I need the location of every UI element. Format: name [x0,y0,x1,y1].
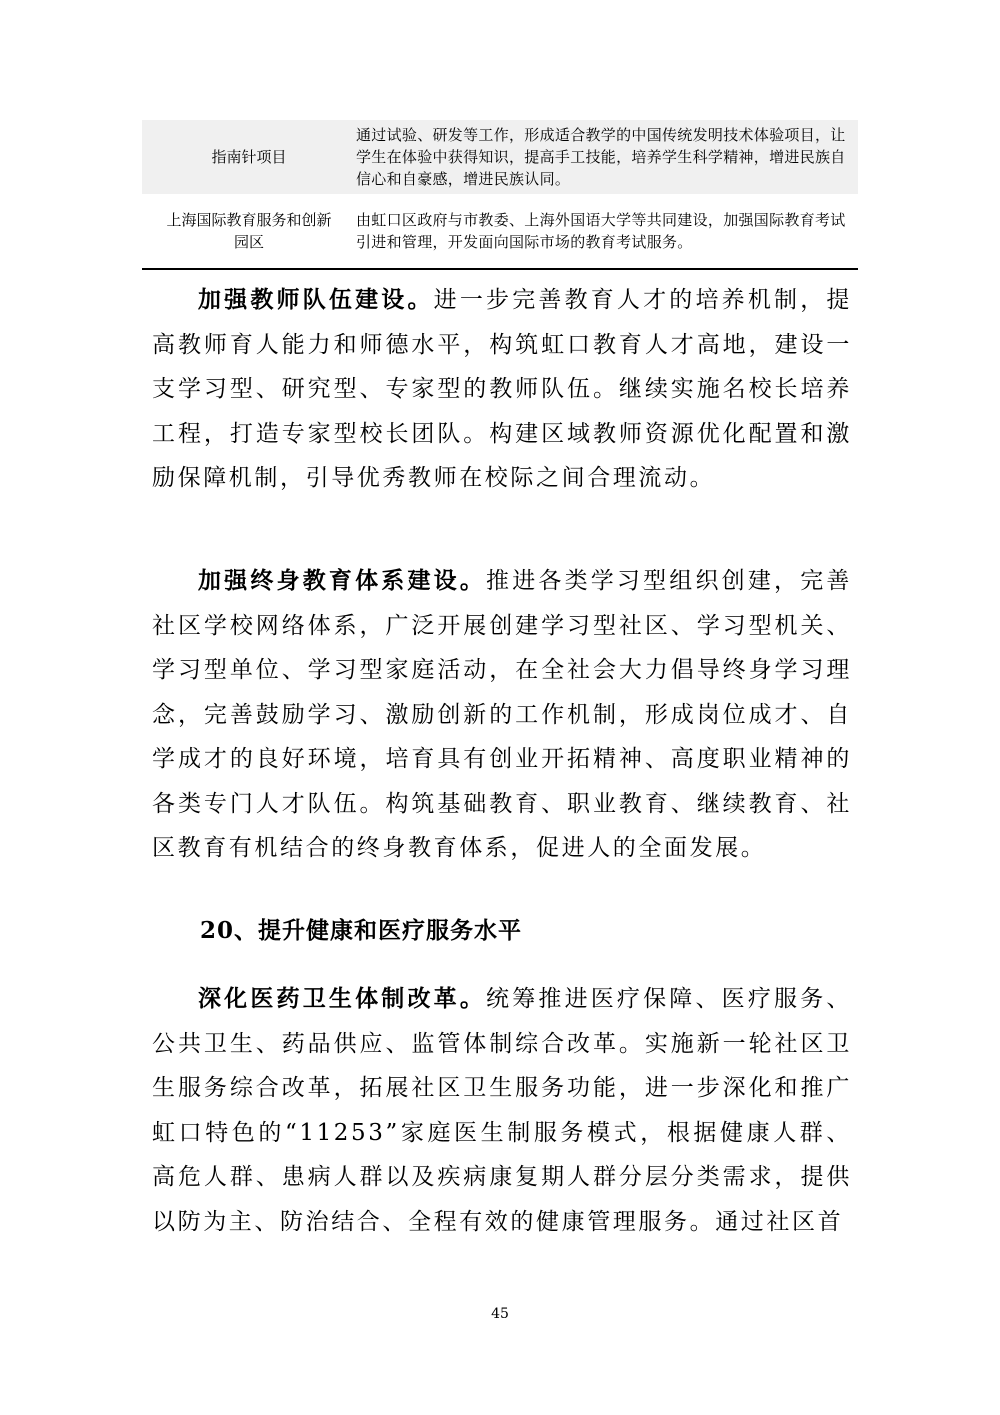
project-table [142,120,858,268]
paragraph-lead: 深化医药卫生体制改革。 [198,985,487,1012]
project-description: 由虹口区政府与市教委、上海外国语大学等共同建设，加强国际教育考试引进和管理，开发面向国际市场的教育考试服务。 [356,211,846,251]
paragraph-medical-reform [152,977,852,1244]
paragraph-text: 统筹推进医疗保障、医疗服务、公共卫生、药品供应、监管体制综合改革。实施新一轮社区卫生服务综合改革，拓展社区卫生服务功能，进一步深化和推广虹口特色的“11253”家庭医生制服务模式，根据健康人群、高危人群、患病人群以及疾病康复期人群分层分类需求，提供以防为主、防治结合、全程有效的健康管理服务。通过社区首 [152,986,852,1235]
table-bottom-rule [142,268,858,270]
project-description: 通过试验、研发等工作，形成适合教学的中国传统发明技术体验项目，让学生在体验中获得知识，提高手工技能，培养学生科学精神，增进民族自信心和自豪感，增进民族认同。 [356,126,846,188]
paragraph-teachers [152,278,852,501]
table-row [142,194,858,268]
table-row [142,120,858,194]
project-name: 指南针项目 [211,148,287,166]
paragraph-lifelong-education [152,559,852,871]
paragraph-lead: 加强终身教育体系建设。 [198,567,487,594]
page-number: 45 [491,1306,509,1322]
paragraph-text: 进一步完善教育人才的培养机制，提高教师育人能力和师德水平，构筑虹口教育人才高地，建设一支学习型、研究型、专家型的教师队伍。继续实施名校长培养工程，打造专家型校长团队。构建区域教师资源优化配置和激励保障机制，引导优秀教师在校际之间合理流动。 [152,287,852,491]
section-heading: 20、提升健康和医疗服务水平 [200,917,523,944]
project-name: 上海国际教育服务和创新园区 [166,211,332,251]
paragraph-text: 推进各类学习型组织创建，完善社区学校网络体系，广泛开展创建学习型社区、学习型机关、学习型单位、学习型家庭活动，在全社会大力倡导终身学习理念，完善鼓励学习、激励创新的工作机制，形成岗位成才、自学成才的良好环境，培育具有创业开拓精神、高度职业精神的各类专门人才队伍。构筑基础教育、职业教育、继续教育、社区教育有机结合的终身教育体系，促进人的全面发展。 [152,568,852,861]
paragraph-lead: 加强教师队伍建设。 [198,286,434,313]
